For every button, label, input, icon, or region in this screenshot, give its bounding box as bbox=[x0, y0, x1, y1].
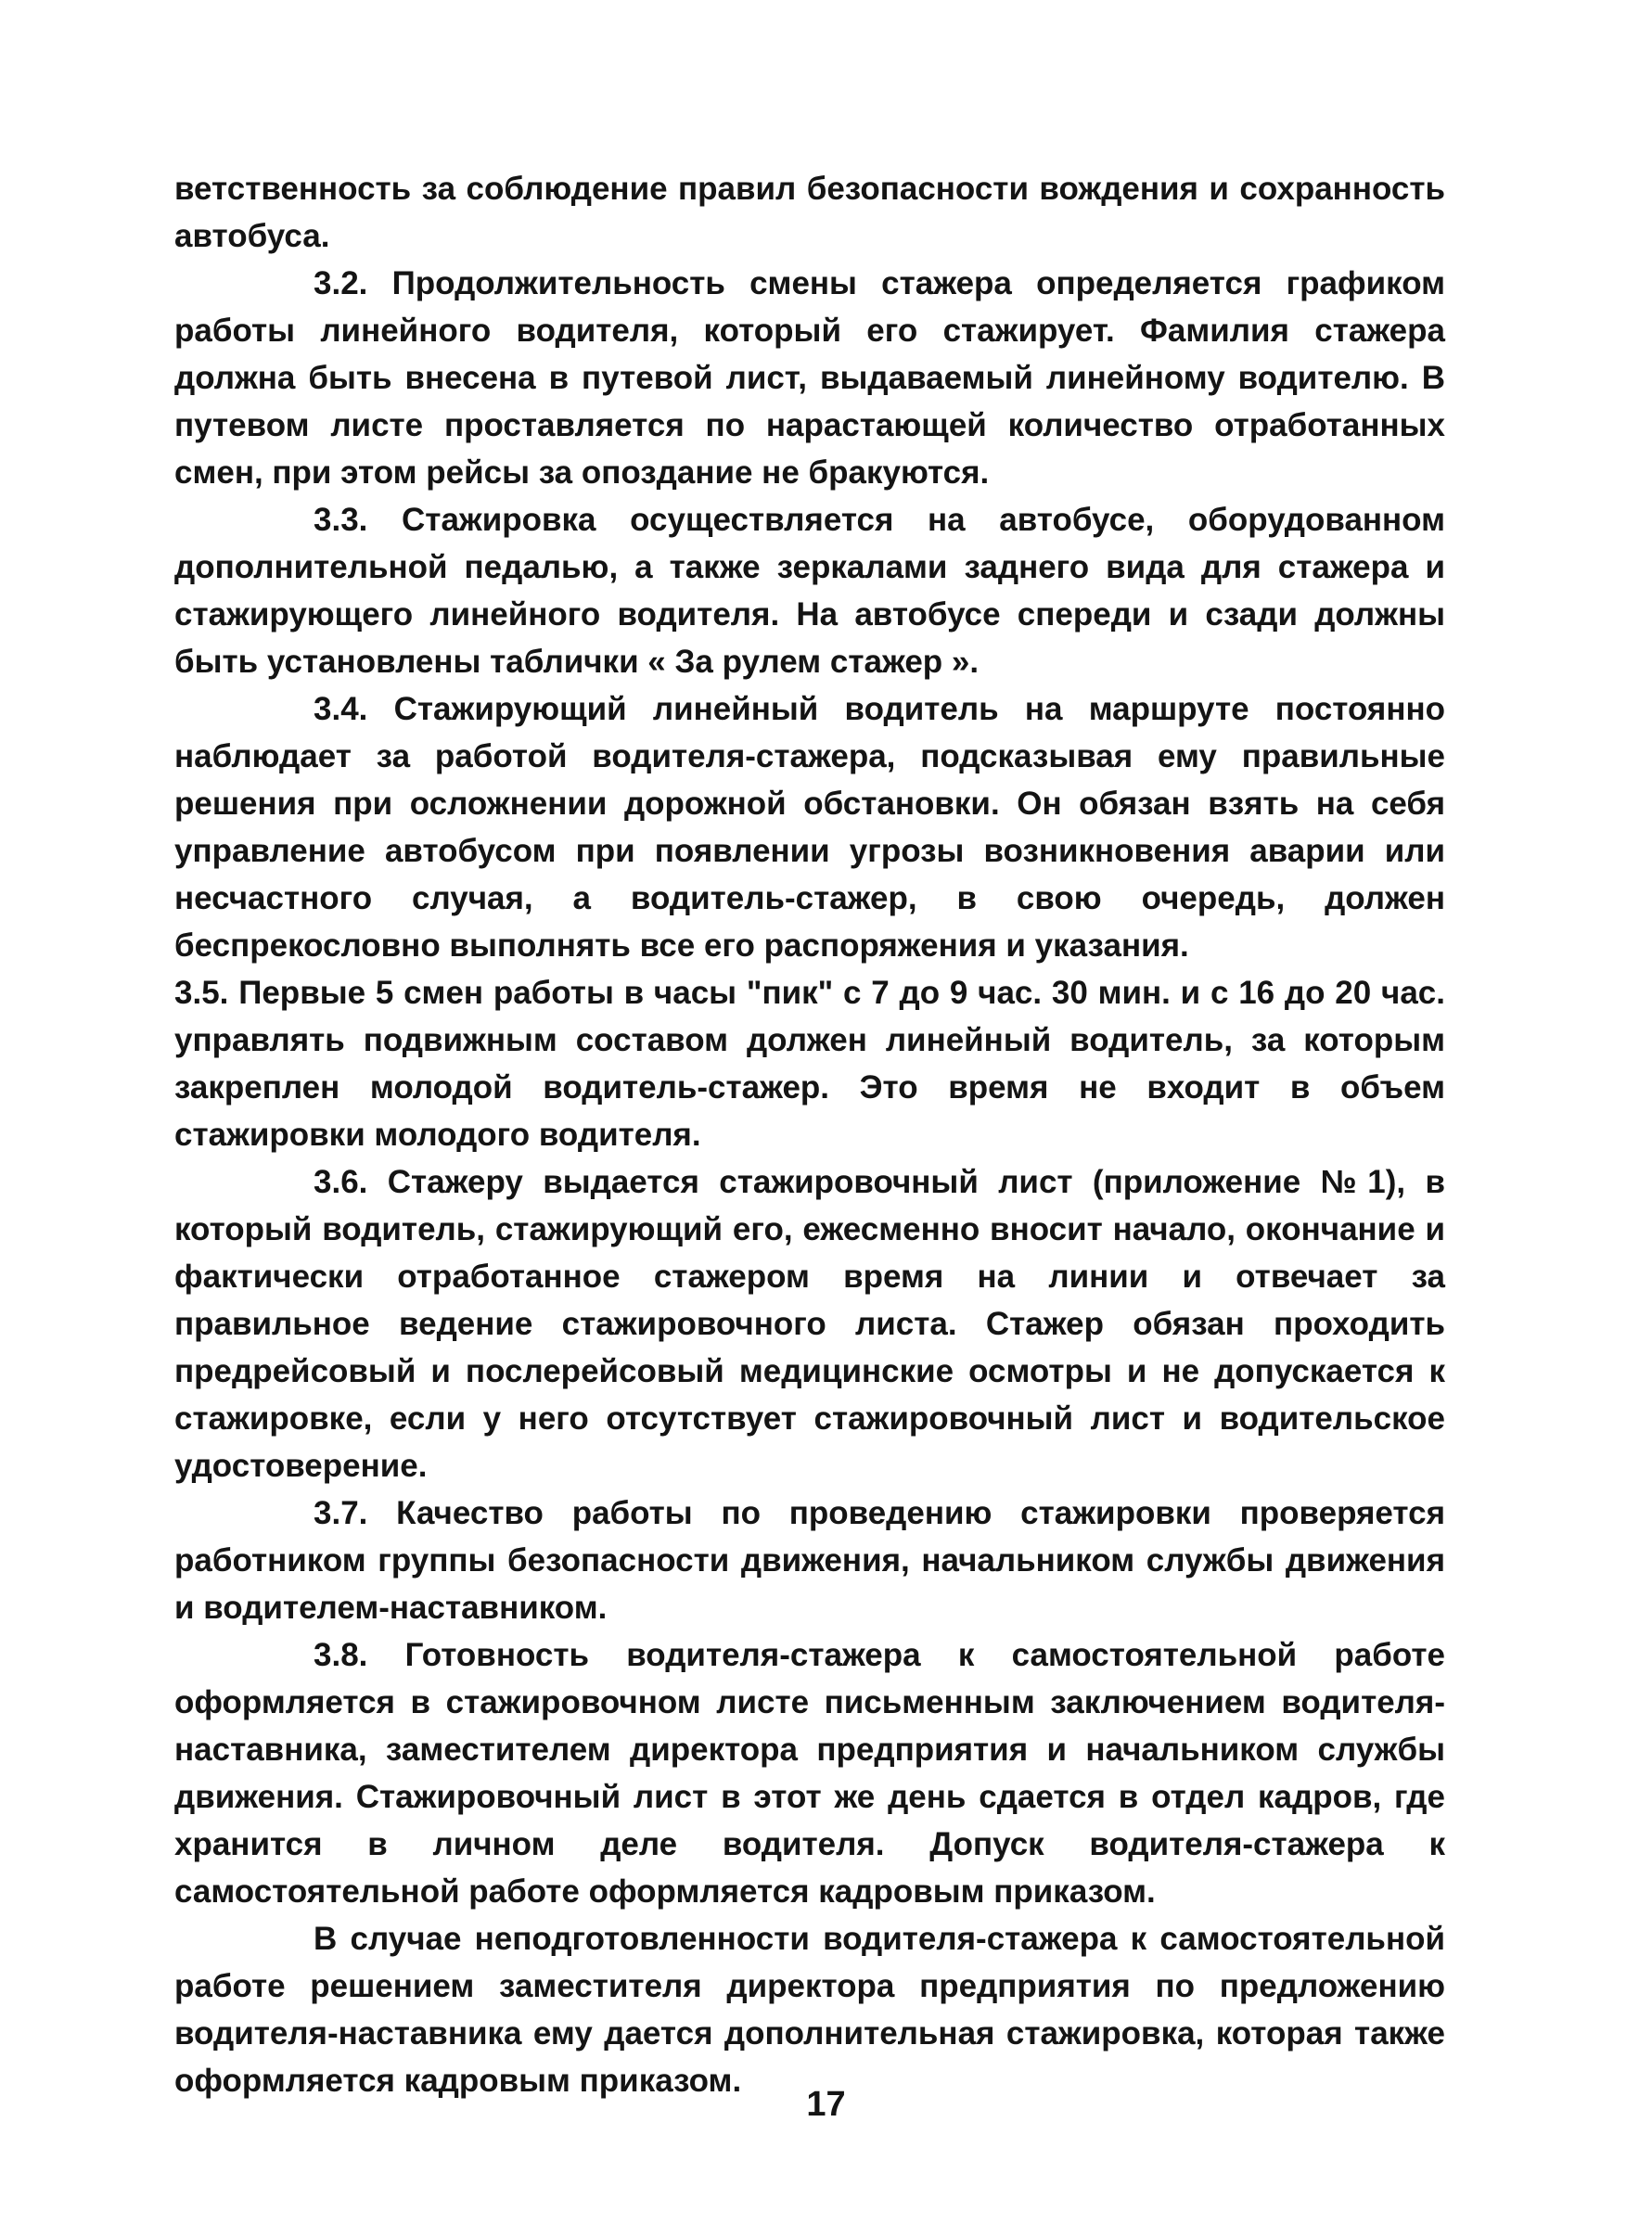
paragraph-text: ветственность за соблюдение правил безопасности вождения и сохранность автобуса. bbox=[174, 171, 1445, 254]
paragraph-number: 3.8. bbox=[314, 1637, 368, 1673]
paragraph-text: Стажирующий линейный водитель на маршруте постоянно наблюдает за работой водителя-стажера, подсказывая ему правильные решения при осложнении дорожной обстановки. Он обязан взять на себя управление автобусом при появлении угрозы возникновения аварии или несчастного случая, а водитель-стажер, в свою очередь, должен беспрекословно выполнять все его распоряжения и указания. bbox=[174, 691, 1445, 964]
document-body bbox=[174, 165, 1445, 2104]
paragraph-3-3 bbox=[174, 496, 1445, 685]
paragraph-text: Стажировка осуществляется на автобусе, оборудованном дополнительной педалью, а также зеркалами заднего вида для стажера и стажирующего линейного водителя. На автобусе спереди и сзади должны быть установлены таблички « За рулем стажер ». bbox=[174, 502, 1445, 680]
paragraph-3-2 bbox=[174, 260, 1445, 496]
paragraph-text: Первые 5 смен работы в часы "пик" с 7 до 9 час. 30 мин. и с 16 до 20 час. управлять подвижным составом должен линейный водитель, за которым закреплен молодой водитель-стажер. Это время не входит в объем стажировки молодого водителя. bbox=[174, 975, 1445, 1153]
page-number: 17 bbox=[806, 2085, 846, 2124]
paragraph-number: 3.5. bbox=[174, 975, 229, 1011]
paragraph-continuation bbox=[174, 165, 1445, 260]
paragraph-final bbox=[174, 1915, 1445, 2104]
paragraph-text: Готовность водителя-стажера к самостоятельной работе оформляется в стажировочном листе письменным заключением водителя-наставника, заместителем директора предприятия и начальником службы движения. Стажировочный лист в этот же день сдается в отдел кадров, где хранится в личном деле водителя. Допуск водителя-стажера к самостоятельной работе оформляется кадровым приказом. bbox=[174, 1637, 1445, 1910]
paragraph-number: 3.6. bbox=[314, 1164, 368, 1200]
paragraph-3-7 bbox=[174, 1489, 1445, 1631]
paragraph-3-4 bbox=[174, 685, 1445, 969]
paragraph-text: Стажеру выдается стажировочный лист (приложение №1), в который водитель, стажирующий его, ежесменно вносит начало, окончание и фактически отработанное стажером время на линии и отвечает за правильное ведение стажировочного листа. Стажер обязан проходить предрейсовый и послерейсовый медицинские осмотры и не допускается к стажировке, если у него отсутствует стажировочный лист и водительское удостоверение. bbox=[174, 1164, 1445, 1484]
paragraph-text: Качество работы по проведению стажировки проверяется работником группы безопасности движения, начальником службы движения и водителем-наставником. bbox=[174, 1495, 1445, 1626]
paragraph-text: Продолжительность смены стажера определяется графиком работы линейного водителя, который его стажирует. Фамилия стажера должна быть внесена в путевой лист, выдаваемый линейному водителю. В путевом листе проставляется по нарастающей количество отработанных смен, при этом рейсы за опоздание не бракуются. bbox=[174, 265, 1445, 491]
paragraph-number: 3.3. bbox=[314, 502, 368, 538]
paragraph-number: 3.2. bbox=[314, 265, 368, 301]
paragraph-text: В случае неподготовленности водителя-стажера к самостоятельной работе решением заместителя директора предприятия по предложению водителя-наставника ему дается дополнительная стажировка, которая также оформляется кадровым приказом. bbox=[174, 1921, 1445, 2099]
paragraph-3-8 bbox=[174, 1631, 1445, 1915]
paragraph-3-5 bbox=[174, 969, 1445, 1158]
paragraph-number: 3.4. bbox=[314, 691, 368, 727]
paragraph-number: 3.7. bbox=[314, 1495, 368, 1531]
paragraph-3-6 bbox=[174, 1158, 1445, 1489]
